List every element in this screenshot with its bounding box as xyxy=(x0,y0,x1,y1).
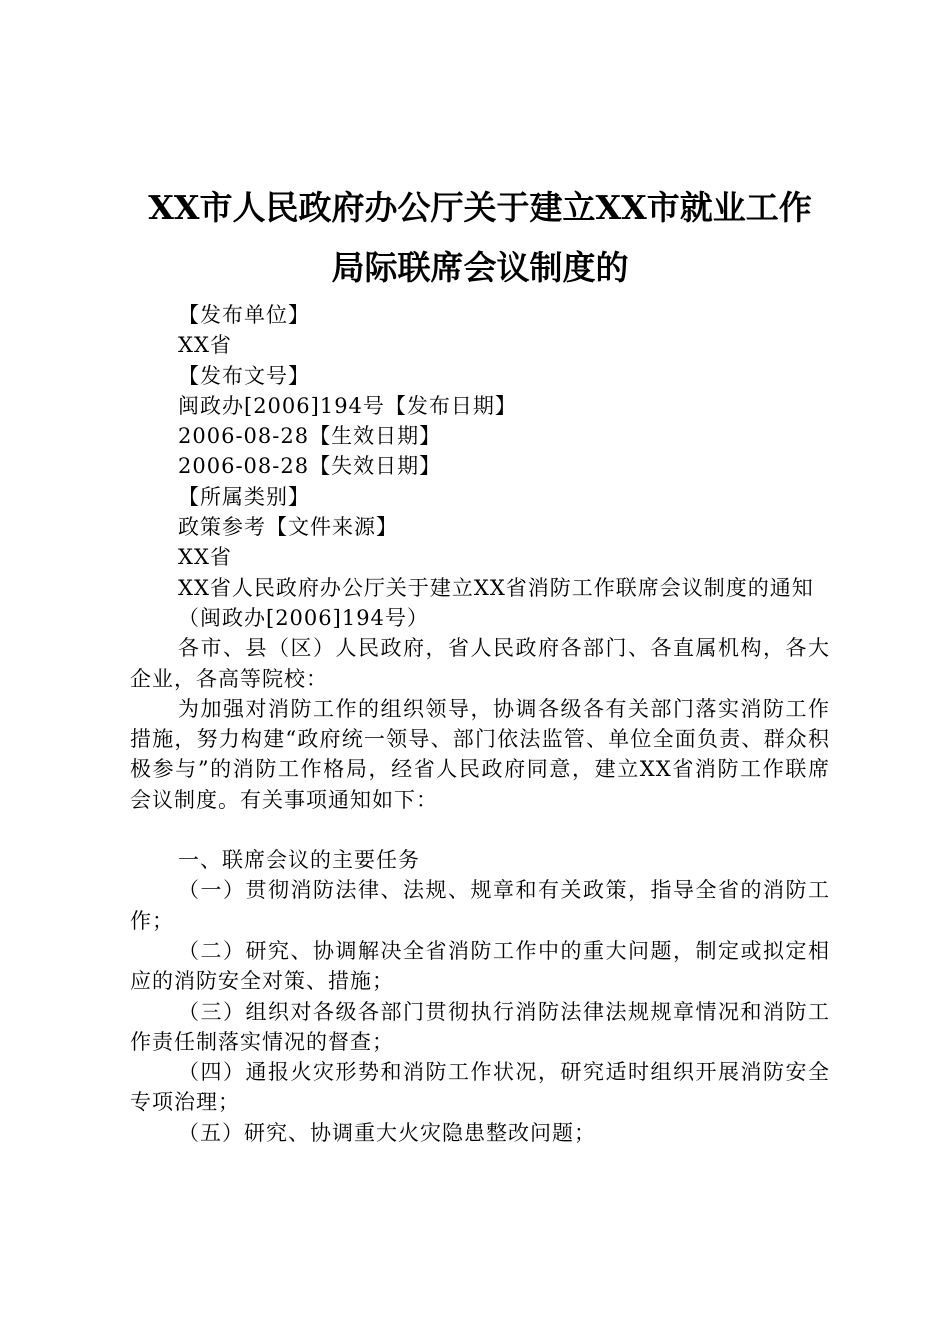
intro-paragraph: 为加强对消防工作的组织领导，协调各级各有关部门落实消防工作措施，努力构建“政府统一领导、部门依法监管、单位全面负责、群众积极参与”的消防工作格局，经省人民政府同意，建立XX省消防工作联席会议制度。有关事项通知如下： xyxy=(130,696,830,812)
document-page xyxy=(130,178,830,1148)
paragraph-gap xyxy=(130,815,830,845)
meta-line: 【发布文号】 xyxy=(178,363,310,388)
task-item: （四）通报火灾形势和消防工作状况，研究适时组织开展消防安全专项治理； xyxy=(130,1060,830,1115)
task-item: （三）组织对各级各部门贯彻执行消防法律法规规章情况和消防工作责任制落实情况的督查； xyxy=(130,999,830,1054)
meta-line: 2006-08-28【失效日期】 xyxy=(178,454,442,479)
document-body xyxy=(130,300,830,1148)
task-item: （一）贯彻消防法律、法规、规章和有关政策，指导全省的消防工作； xyxy=(130,878,830,933)
meta-line: 【所属类别】 xyxy=(178,484,310,509)
section-heading: 一、联席会议的主要任务 xyxy=(178,848,420,873)
meta-line: 【发布单位】 xyxy=(178,303,310,327)
doc-number: （闽政办[2006]194号） xyxy=(178,605,429,630)
document-title xyxy=(130,178,830,298)
meta-line: XX省 xyxy=(178,333,232,358)
meta-line: XX省 xyxy=(178,545,232,570)
title-line-1: XX市人民政府办公厅关于建立XX市就业工作 xyxy=(148,188,812,227)
recipients: 各市、县（区）人民政府，省人民政府各部门、各直属机构，各大企业，各高等院校： xyxy=(130,636,830,691)
task-item: （二）研究、协调解决全省消防工作中的重大问题，制定或拟定相应的消防安全对策、措施； xyxy=(130,938,830,994)
notice-title: XX省人民政府办公厅关于建立XX省消防工作联席会议制度的通知 xyxy=(178,575,814,600)
meta-line: 闽政办[2006]194号【发布日期】 xyxy=(178,393,517,418)
task-item: （五）研究、协调重大火灾隐患整改问题； xyxy=(178,1120,596,1145)
title-line-2: 局际联席会议制度的 xyxy=(331,248,629,287)
meta-line: 2006-08-28【生效日期】 xyxy=(178,424,442,449)
meta-line: 政策参考【文件来源】 xyxy=(178,515,398,540)
